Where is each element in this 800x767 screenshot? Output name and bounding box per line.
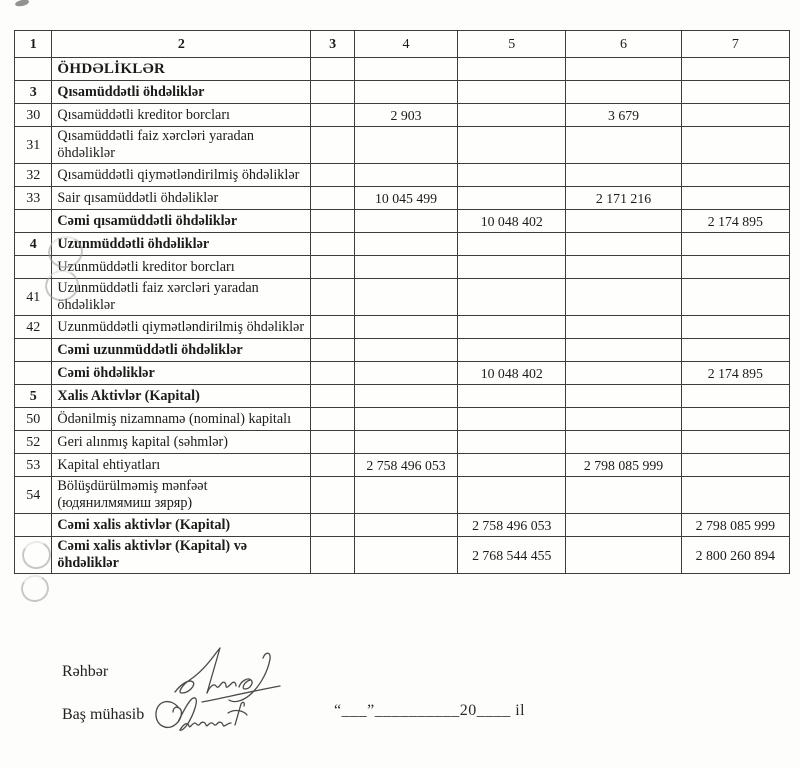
row-value xyxy=(354,408,457,431)
row-label: Uzunmüddətli öhdəliklər xyxy=(52,233,311,256)
table-row xyxy=(15,385,790,408)
row-code: 54 xyxy=(15,477,52,514)
row-value xyxy=(681,316,789,339)
row-value xyxy=(681,81,789,104)
row-value xyxy=(311,362,355,385)
row-value xyxy=(458,256,566,279)
table-row xyxy=(15,104,790,127)
row-value xyxy=(311,385,355,408)
row-value xyxy=(311,187,355,210)
row-value xyxy=(458,58,566,81)
table-row xyxy=(15,316,790,339)
row-code xyxy=(15,256,52,279)
row-code xyxy=(15,339,52,362)
row-value xyxy=(681,58,789,81)
row-value xyxy=(311,408,355,431)
row-value xyxy=(458,279,566,316)
row-value: 2 171 216 xyxy=(566,187,681,210)
director-label: Rəhbər xyxy=(62,663,109,680)
column-header-1: 1 xyxy=(15,31,52,58)
row-value xyxy=(681,104,789,127)
row-value xyxy=(311,454,355,477)
row-value xyxy=(458,81,566,104)
row-value xyxy=(354,58,457,81)
row-value xyxy=(458,316,566,339)
table-row xyxy=(15,187,790,210)
table-row xyxy=(15,454,790,477)
row-code: 30 xyxy=(15,104,52,127)
row-code: 32 xyxy=(15,164,52,187)
row-value xyxy=(566,477,681,514)
row-value xyxy=(311,279,355,316)
row-value xyxy=(458,431,566,454)
table-row xyxy=(15,477,790,514)
row-code: 3 xyxy=(15,81,52,104)
table-row xyxy=(15,127,790,164)
row-value xyxy=(354,385,457,408)
row-value xyxy=(354,81,457,104)
row-value xyxy=(566,408,681,431)
row-code xyxy=(15,362,52,385)
table-row xyxy=(15,233,790,256)
row-value xyxy=(458,339,566,362)
row-label: Qısamüddətli kreditor borcları xyxy=(52,104,311,127)
row-value xyxy=(566,431,681,454)
table-row xyxy=(15,408,790,431)
row-value xyxy=(354,362,457,385)
row-value xyxy=(566,362,681,385)
row-value xyxy=(566,279,681,316)
row-code: 50 xyxy=(15,408,52,431)
column-header-7: 7 xyxy=(681,31,789,58)
table-row xyxy=(15,339,790,362)
row-value xyxy=(354,339,457,362)
row-value xyxy=(311,316,355,339)
row-value xyxy=(311,233,355,256)
row-value xyxy=(566,537,681,574)
row-value xyxy=(566,233,681,256)
row-value xyxy=(354,279,457,316)
row-value: 2 758 496 053 xyxy=(354,454,457,477)
row-value xyxy=(311,477,355,514)
row-value xyxy=(681,233,789,256)
row-label: Kapital ehtiyatları xyxy=(52,454,311,477)
liabilities-capital-table xyxy=(14,30,790,574)
row-value xyxy=(681,339,789,362)
row-value xyxy=(681,279,789,316)
row-value xyxy=(311,431,355,454)
row-value xyxy=(458,408,566,431)
row-value xyxy=(566,210,681,233)
row-value xyxy=(458,454,566,477)
row-value xyxy=(354,477,457,514)
row-label: Sair qısamüddətli öhdəliklər xyxy=(52,187,311,210)
row-code xyxy=(15,537,52,574)
row-value xyxy=(681,187,789,210)
date-fill-in-line: “___”__________20____ il xyxy=(334,702,526,719)
row-value xyxy=(458,233,566,256)
row-value xyxy=(311,58,355,81)
column-number-header-row xyxy=(15,31,790,58)
row-code: 52 xyxy=(15,431,52,454)
row-code xyxy=(15,58,52,81)
row-value xyxy=(311,537,355,574)
row-value xyxy=(681,164,789,187)
row-value xyxy=(354,537,457,574)
row-label: Cəmi uzunmüddətli öhdəliklər xyxy=(52,339,311,362)
row-value xyxy=(458,187,566,210)
row-value xyxy=(354,233,457,256)
row-code xyxy=(15,210,52,233)
row-label: Cəmi qısamüddətli öhdəliklər xyxy=(52,210,311,233)
row-label: Ödənilmiş nizamnamə (nominal) kapitalı xyxy=(52,408,311,431)
row-label: Bölüşdürülməmiş mənfəət (юдянилмямиш зяряр) xyxy=(52,477,311,514)
row-value xyxy=(311,81,355,104)
row-value xyxy=(681,256,789,279)
row-value xyxy=(566,81,681,104)
row-code: 31 xyxy=(15,127,52,164)
row-value: 3 679 xyxy=(566,104,681,127)
table-row xyxy=(15,210,790,233)
table-row xyxy=(15,279,790,316)
row-code: 33 xyxy=(15,187,52,210)
row-label: Qısamüddətli qiymətləndirilmiş öhdəliklər xyxy=(52,164,311,187)
row-value xyxy=(458,104,566,127)
row-value xyxy=(354,127,457,164)
row-value xyxy=(566,339,681,362)
hole-punch-mark xyxy=(18,572,52,605)
row-value xyxy=(566,385,681,408)
row-value: 10 045 499 xyxy=(354,187,457,210)
row-value xyxy=(354,316,457,339)
row-value: 2 174 895 xyxy=(681,210,789,233)
row-value xyxy=(311,104,355,127)
row-label: Cəmi xalis aktivlər (Kapital) və öhdəliklər xyxy=(52,537,311,574)
table-row xyxy=(15,537,790,574)
row-code: 5 xyxy=(15,385,52,408)
table-row xyxy=(15,362,790,385)
column-header-5: 5 xyxy=(458,31,566,58)
chief-accountant-label: Baş mühasib xyxy=(62,706,145,723)
row-value xyxy=(566,164,681,187)
row-code xyxy=(15,514,52,537)
table-row xyxy=(15,256,790,279)
row-value xyxy=(458,477,566,514)
row-label: Cəmi öhdəliklər xyxy=(52,362,311,385)
row-value xyxy=(566,127,681,164)
row-value xyxy=(458,164,566,187)
table-row xyxy=(15,431,790,454)
row-value xyxy=(681,127,789,164)
row-label: ÖHDƏLİKLƏR xyxy=(52,58,311,81)
row-value: 2 768 544 455 xyxy=(458,537,566,574)
row-label: Qısamüddətli faiz xərcləri yaradan öhdəliklər xyxy=(52,127,311,164)
row-label: Uzunmüddətli qiymətləndirilmiş öhdəliklər xyxy=(52,316,311,339)
row-code: 4 xyxy=(15,233,52,256)
row-value xyxy=(311,339,355,362)
row-value xyxy=(566,316,681,339)
row-value xyxy=(354,256,457,279)
column-header-2: 2 xyxy=(52,31,311,58)
row-label: Xalis Aktivlər (Kapital) xyxy=(52,385,311,408)
column-header-3: 3 xyxy=(311,31,355,58)
row-value xyxy=(681,431,789,454)
row-value xyxy=(311,127,355,164)
row-value xyxy=(566,256,681,279)
row-value xyxy=(354,210,457,233)
table-row xyxy=(15,164,790,187)
row-value xyxy=(458,127,566,164)
chief-accountant-signature xyxy=(148,691,266,745)
row-label: Uzunmüddətli faiz xərcləri yaradan öhdəliklər xyxy=(52,279,311,316)
scan-artifact-mark xyxy=(15,0,30,7)
row-value: 10 048 402 xyxy=(458,362,566,385)
row-code: 53 xyxy=(15,454,52,477)
row-code: 41 xyxy=(15,279,52,316)
row-value xyxy=(311,164,355,187)
row-value: 2 798 085 999 xyxy=(681,514,789,537)
row-code: 42 xyxy=(15,316,52,339)
row-value xyxy=(354,164,457,187)
table-row xyxy=(15,514,790,537)
row-value: 2 903 xyxy=(354,104,457,127)
table-row xyxy=(15,58,790,81)
row-value xyxy=(354,514,457,537)
row-label: Geri alınmış kapital (səhmlər) xyxy=(52,431,311,454)
column-header-6: 6 xyxy=(566,31,681,58)
row-label: Cəmi xalis aktivlər (Kapital) xyxy=(52,514,311,537)
row-value: 2 798 085 999 xyxy=(566,454,681,477)
director-signature xyxy=(168,645,286,707)
row-value: 2 174 895 xyxy=(681,362,789,385)
row-label: Uzunmüddətli kreditor borcları xyxy=(52,256,311,279)
column-header-4: 4 xyxy=(354,31,457,58)
row-label: Qısamüddətli öhdəliklər xyxy=(52,81,311,104)
row-value xyxy=(566,58,681,81)
row-value xyxy=(311,514,355,537)
row-value xyxy=(566,514,681,537)
row-value: 2 758 496 053 xyxy=(458,514,566,537)
row-value xyxy=(681,385,789,408)
row-value xyxy=(311,256,355,279)
table-row xyxy=(15,81,790,104)
row-value xyxy=(458,385,566,408)
row-value xyxy=(681,477,789,514)
row-value xyxy=(311,210,355,233)
row-value xyxy=(681,408,789,431)
row-value: 10 048 402 xyxy=(458,210,566,233)
row-value: 2 800 260 894 xyxy=(681,537,789,574)
row-value xyxy=(681,454,789,477)
row-value xyxy=(354,431,457,454)
